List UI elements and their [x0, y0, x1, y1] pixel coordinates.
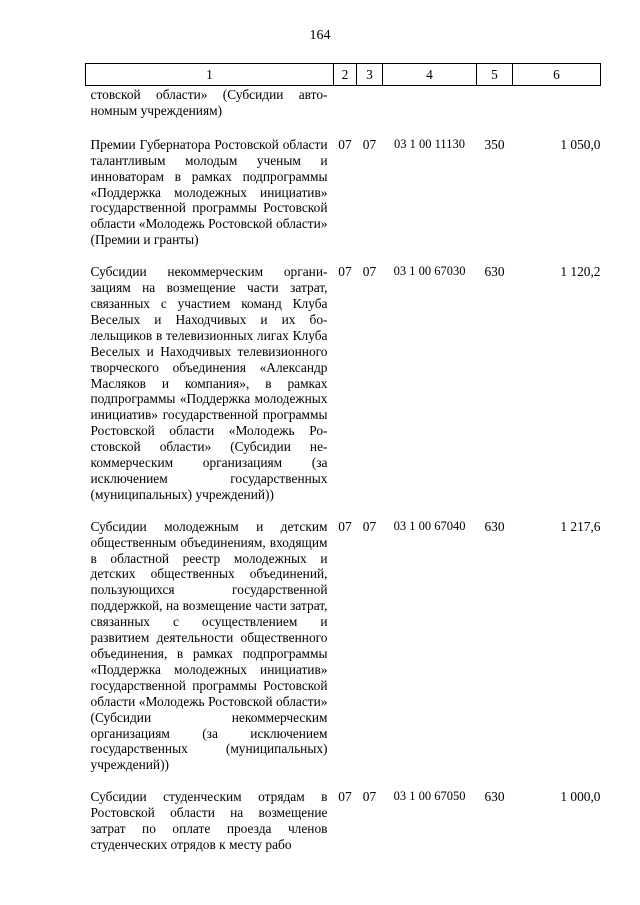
row-target-code: 03 1 00 67050 — [393, 789, 466, 804]
row-section — [334, 86, 357, 136]
row-target-code: 03 1 00 11130 — [394, 136, 465, 151]
table-row — [86, 788, 601, 853]
header-col-6: 6 — [513, 64, 601, 86]
row-subsection — [357, 86, 383, 136]
row-target-code: 03 1 00 67030 — [393, 264, 466, 279]
row-expense-type: 630 — [484, 518, 505, 534]
table-header-row — [86, 64, 601, 86]
header-col-4: 4 — [383, 64, 477, 86]
row-description: Субсидии молодежным и детским общественным объединениям, входящим в областной реестр молодежных и детских общественных объединений, пользующихся государственной поддержкой, на возмещение части затрат, связанных с осуществлением и развитием деятельности общественного объединения, в рамках подпрограммы «Поддержка молодежных инициатив» государственной программы Ростовской области «Молодежь Ростовской области» (Субсидии некоммерческим организациям (за исключением государственных (муниципальных) учреждений)) — [90, 518, 328, 773]
row-description: Премии Губернатора Ростовской области талантливым молодым ученым и инноваторам в рамках подпрограммы «Поддержка молодежных инициатив» государственной программы Ростовской области «Молодежь Ростовской области» (Премии и гранты) — [90, 136, 328, 248]
row-description: Субсидии некоммерческим организациям на возмещение части затрат, связанных с участием команд Клуба Веселых и Находчивых и их болельщиков в телевизионных лигах Клуба Веселых и Находчивых телевизионного творческого объединения «Александр Масляков и компания», в рамках подпрограммы «Поддержка молодежных инициатив» государственной программы Ростовской области «Молодежь Ростовской области» (Субсидии некоммерческим организациям (за исключением государственных (муниципальных) учреждений)) — [90, 264, 328, 502]
page-number: 164 — [309, 28, 331, 43]
row-amount: 1 217,6 — [560, 518, 601, 534]
row-expense-type: 630 — [484, 789, 505, 805]
table-row — [86, 86, 601, 136]
row-target-code — [383, 86, 477, 136]
row-expense-type: 350 — [484, 136, 505, 152]
row-amount — [513, 86, 601, 136]
row-description: стовской области» (Субсидии автономным учреждениям) — [90, 87, 328, 118]
header-col-3: 3 — [357, 64, 383, 86]
row-section: 07 — [338, 789, 352, 805]
header-col-5: 5 — [477, 64, 513, 86]
row-description: Субсидии студенческим отрядам в Ростовской области на возмещение затрат по оплате проезда членов студенческих отрядов к месту рабо — [90, 789, 328, 852]
budget-table — [85, 63, 601, 853]
row-amount: 1 050,0 — [560, 136, 601, 152]
row-amount: 1 000,0 — [560, 789, 601, 805]
row-subsection: 07 — [362, 264, 377, 280]
row-section: 07 — [338, 518, 352, 534]
row-expense-type: 630 — [484, 264, 505, 280]
table-row — [86, 518, 601, 789]
row-expense-type — [477, 86, 513, 136]
row-subsection: 07 — [362, 789, 377, 805]
row-section: 07 — [338, 136, 352, 152]
table-row — [86, 263, 601, 518]
row-subsection: 07 — [362, 518, 377, 534]
header-col-1: 1 — [86, 64, 334, 86]
row-section: 07 — [338, 264, 352, 280]
row-target-code: 03 1 00 67040 — [393, 518, 466, 533]
row-amount: 1 120,2 — [560, 264, 601, 280]
table-row — [86, 136, 601, 263]
row-subsection: 07 — [362, 136, 377, 152]
header-col-2: 2 — [334, 64, 357, 86]
